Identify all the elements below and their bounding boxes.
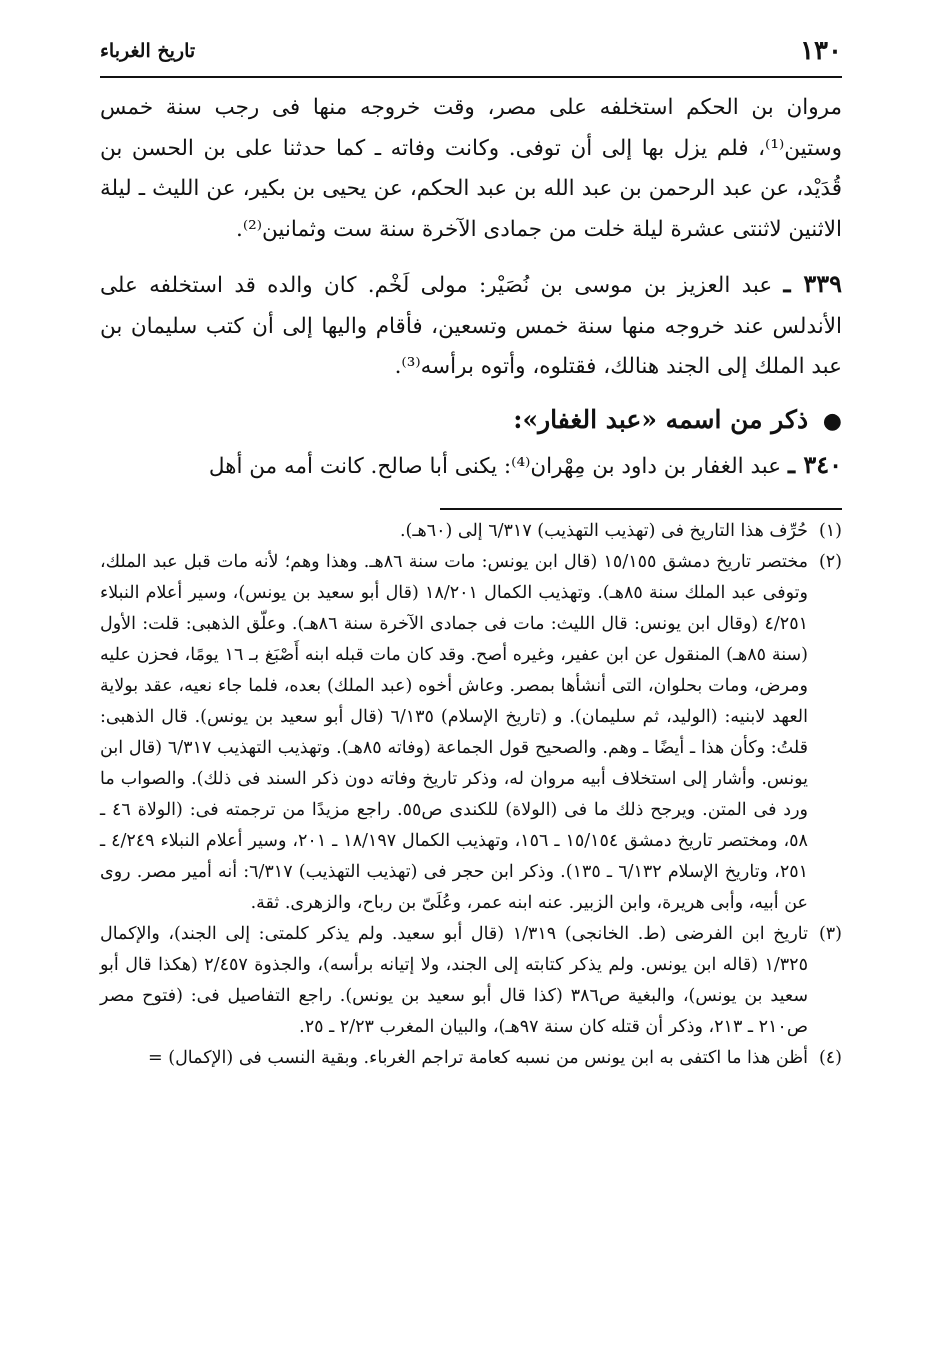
footnote-text: حُرِّف هذا التاريخ فى (تهذيب التهذيب) ٦/٣١٧ إلى (٦٠هـ).	[399, 521, 808, 541]
footnote-text: مختصر تاريخ دمشق ١٥/١٥٥ (قال ابن يونس: مات سنة ٨٦هـ. وهذا وهم؛ لأنه مات قبل عبد الملك، وتوفى عبد الملك سنة ٨٥هـ). وتهذيب الكمال ١٨/٢٠١ (قال أبو سعيد بن يونس)، وسير أعلام النبلاء ٤/٢٥١ (وقال ابن يونس: قال الليث: مات فى جمادى الآخرة سنة ٨٦هـ). وعلّق الذهبى: قلت: الأول (سنة ٨٥هـ) المنقول عن ابن عفير، وغيره أصح. وقد كان مات قبله ابنه أَصْبَغ بـ ١٦ يومًا، فحزن عليه ومرض، ومات بحلوان، التى أنشأها بمصر. وعاش أخوه (عبد الملك) بعده، فلما جاء نعيه، عقد بولاية العهد لابنيه: (الوليد، ثم سليمان). و (تاريخ الإسلام) ٦/١٣٥ (قال أبو سعيد بن يونس). قال الذهبى: قلتُ: وكأن هذا ـ أيضًا ـ وهم. والصحيح قول الجماعة (وفاته ٨٥هـ). وتهذيب التهذيب ٦/٣١٧ (قال ابن يونس. وأشار إلى استخلاف أبيه مروان له، وذكر تاريخ وفاته دون ذكر السند فى ذلك). والصواب ما ورد فى المتن. ويرجح ذلك ما فى (الولاة) للكندى ص٥٥. راجع مزيدًا من ترجمته فى: (الولاة ٤٦ ـ ٥٨، ومختصر تاريخ دمشق ١٥/١٥٤ ـ ١٥٦، وتهذيب الكمال ١٨/١٩٧ ـ ٢٠١، وسير أعلام النبلاء ٤/٢٤٩ ـ ٢٥١، وتاريخ الإسلام ٦/١٣٢ ـ ١٣٥). وذكر ابن حجر فى (تهذيب التهذيب) ٦/٣١٧: أنه أمير مصر. روى عن أبيه، وأبى هريرة، وابن الزبير. عنه ابنه عمر، وعُلَىّ بن رباح، والزهرى. ثقة.	[100, 552, 809, 913]
footnote-number: (١)	[818, 521, 842, 541]
bullet-icon: ●	[822, 407, 842, 434]
entry-text: عبد العزيز بن موسى بن نُصَيْر: مولى لَخْم. كان والده قد استخلفه على الأندلس عند خروجه منها سنة خمس وتسعين، فأقام واليها إلى أن كتب سليمان بن عبد الملك إلى الجند هنالك، فقتلوه، وأتوه برأسه⁽³⁾.	[100, 273, 842, 379]
footnotes	[100, 516, 842, 1074]
main-text	[100, 88, 842, 487]
footnote-2	[100, 547, 842, 919]
continuation-paragraph: مروان بن الحكم استخلفه على مصر، وقت خروجه منها فى رجب سنة خمس وستين⁽¹⁾، فلم يزل بها إلى أن توفى. وكانت وفاته ـ كما حدثنا على بن الحسن بن قُدَيْد، عن عبد الرحمن بن عبد الله بن عبد الحكم، عن يحيى بن بكير، عن الليث ـ ليلة الاثنين لاثنتى عشرة ليلة خلت من جمادى الآخرة سنة ست وثمانين⁽²⁾.	[100, 95, 842, 242]
footnote-text: أظن هذا ما اكتفى به ابن يونس من نسبه كعامة تراجم الغرباء. وبقية النسب فى (الإكمال) =	[148, 1048, 808, 1068]
section-heading-text: ذكر من اسمه «عبد الغفار»:	[513, 404, 809, 434]
footnote-number: (٤)	[818, 1048, 842, 1068]
footnote-1	[100, 516, 842, 547]
footnote-number: (٣)	[818, 924, 842, 944]
running-title: تاريخ الغرباء	[100, 40, 196, 62]
entry-number: ٣٤٠ ـ	[787, 449, 842, 479]
entry-number: ٣٣٩ ـ	[783, 269, 842, 298]
entry-340	[100, 445, 842, 488]
page-number: ١٣٠	[800, 36, 842, 66]
footnote-text: تاريخ ابن الفرضى (ط. الخانجى) ١/٣١٩ (قال أبو سعيد. ولم يذكر كلمتى: إلى الجند)، والإكمال ١/٣٢٥ (قاله ابن يونس. ولم يذكر كتابته إلى الجند، ولا إتيانه برأسه)، والجذوة ٢/٤٥٧ (هكذا قال أبو سعيد بن يونس)، والبغية ص٣٨٦ (كذا قال أبو سعيد بن يونس). راجع التفاصيل فى: (فتوح مصر ص٢١٠ ـ ٢١٣، وذكر أن قتله كان سنة ٩٧هـ)، والبيان المغرب ٢/٢٣ ـ ٢٥.	[100, 924, 808, 1037]
section-heading	[100, 400, 842, 441]
entry-text: عبد الغفار بن داود بن مِهْران⁽⁴⁾: يكنى أبا صالح. كانت أمه من أهل	[208, 453, 782, 479]
footnote-number: (٢)	[818, 552, 842, 572]
footnote-separator	[440, 508, 842, 510]
entry-339	[100, 264, 842, 388]
footnote-3	[100, 919, 842, 1043]
footnote-4	[100, 1043, 842, 1074]
page-header	[100, 36, 842, 78]
